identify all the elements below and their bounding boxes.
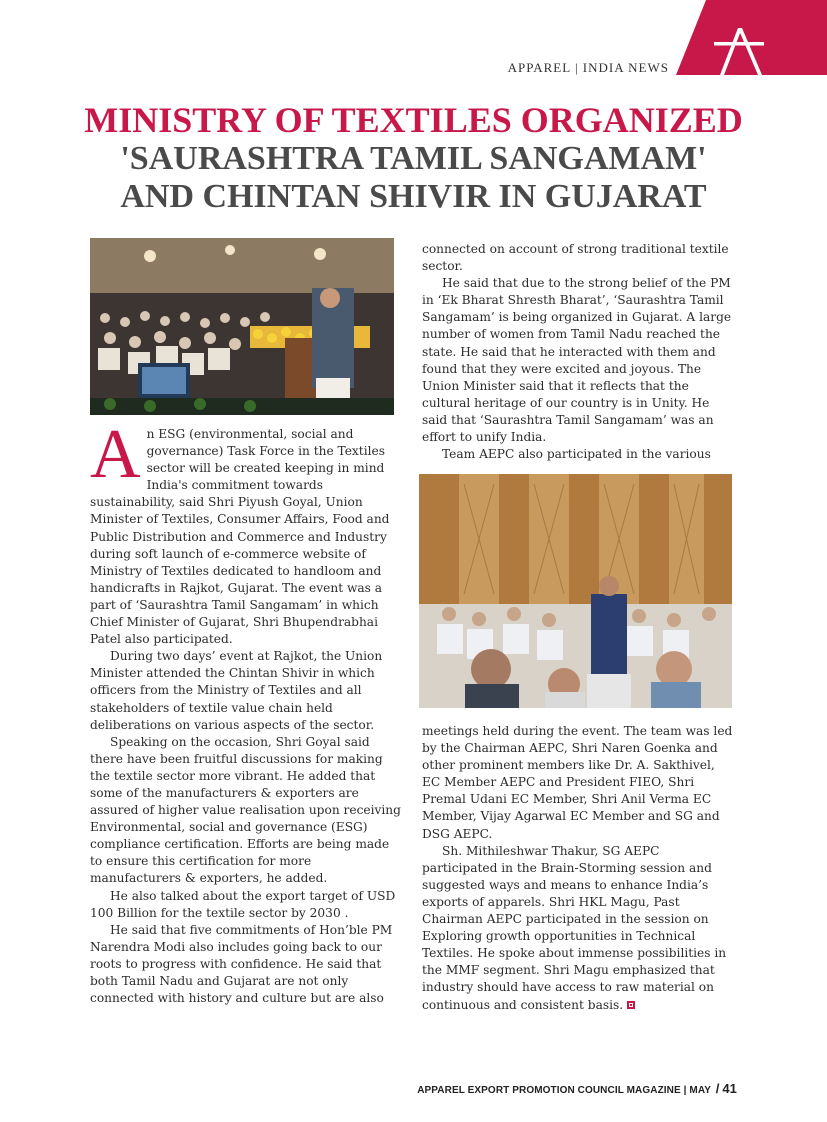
- page-footer: [417, 1081, 737, 1096]
- headline-line-1: MINISTRY OF TEXTILES ORGANIZED: [84, 100, 743, 140]
- article-column-right-top: [422, 241, 734, 463]
- speaker-at-podium-photo: [90, 238, 394, 415]
- section-label: APPAREL | INDIA NEWS: [507, 60, 669, 75]
- article-headline: [0, 100, 827, 216]
- end-square-icon: [627, 1001, 635, 1009]
- magazine-name: APPAREL EXPORT PROMOTION COUNCIL MAGAZINE | MAY: [417, 1085, 711, 1096]
- article-paragraph: Sh. Mithileshwar Thakur, SG AEPC participated in the Brain-Storming session and suggested ways and means to enhance India’s exports of apparels. Shri HKL Magu, Past Chairman AEPC participated in the session on Exploring growth opportunities in Technical Textiles. He spoke about immense possibilities in the MMF segment. Shri Magu emphasized that industry should have access to raw material on continuous and consistent basis.: [422, 843, 727, 1012]
- article-paragraph: He said that five commitments of Hon’ble PM Narendra Modi also includes going back to our roots to progress with confidence. He said that both Tamil Nadu and Gujarat are not only connected with history and culture but are also: [90, 922, 393, 1006]
- article-paragraph: An ESG (environmental, social and governance) Task Force in the Textiles sector will be created keeping in mind India's commitment towards sustainability, said Shri Piyush Goyal, Union Minister of Textiles, Consumer Affairs, Food and Public Distribution and Commerce and Industry during soft launch of e-commerce website of Ministry of Textiles dedicated to handloom and handicrafts in Rajkot, Gujarat. The event was a part of ‘Saurashtra Tamil Sangamam’ in which Chief Minister of Gujarat, Shri Bhupendrabhai Patel also participated.: [90, 416, 390, 647]
- article-paragraph: connected on account of strong traditional textile sector.: [422, 242, 729, 274]
- article-paragraph: Speaking on the occasion, Shri Goyal said there have been fruitful discussions for making the textile sector more vibrant. He added that some of the manufacturers & exporters are assured of higher value realisation upon receiving Environmental, social and governance (ESG) compliance certification. Efforts are being made to ensure this certification for more manufacturers & exporters, he added.: [90, 734, 401, 886]
- headline-line-2: 'SAURASHTRA TAMIL SANGAMAM': [120, 140, 707, 177]
- footer-slash: /: [715, 1081, 720, 1096]
- article-paragraph: meetings held during the event. The team was led by the Chairman AEPC, Shri Naren Goenka and other prominent members like Dr. A. Sakthivel, EC Member AEPC and President FIEO, Shri Premal Udani EC Member, Shri Anil Verma EC Member, Vijay Agarwal EC Member and SG and DSG AEPC.: [422, 724, 733, 841]
- article-paragraph: During two days’ event at Rajkot, the Union Minister attended the Chintan Shivir in which officers from the Ministry of Textiles and all stakeholders of textile value chain held deliberations on various aspects of the sector.: [90, 649, 383, 732]
- page-number: 41: [722, 1081, 737, 1096]
- headline-line-3: AND CHINTAN SHIVIR IN GUJARAT: [120, 178, 707, 215]
- article-paragraph: Team AEPC also participated in the various: [442, 447, 711, 462]
- article-paragraph: He said that due to the strong belief of the PM in ‘Ek Bharat Shresth Bharat’, ‘Saurashtra Tamil Sangamam’ is being organized in Gujarat. A large number of women from Tamil Nadu reached the state. He said that he interacted with them and found that they were excited and joyous. The Union Minister said that it reflects that the cultural heritage of our country is in Unity. He said that ‘Saurashtra Tamil Sangamam’ was an effort to unify India.: [422, 276, 732, 445]
- article-paragraph: He also talked about the export target of USD 100 Billion for the textile sector by 2030 .: [90, 888, 396, 920]
- article-column-left: [90, 416, 404, 1007]
- drop-cap: A: [90, 416, 141, 493]
- article-column-right-bottom: [422, 723, 734, 1014]
- audience-question-photo: [419, 474, 732, 708]
- a-letter-logo-icon: [676, 0, 827, 75]
